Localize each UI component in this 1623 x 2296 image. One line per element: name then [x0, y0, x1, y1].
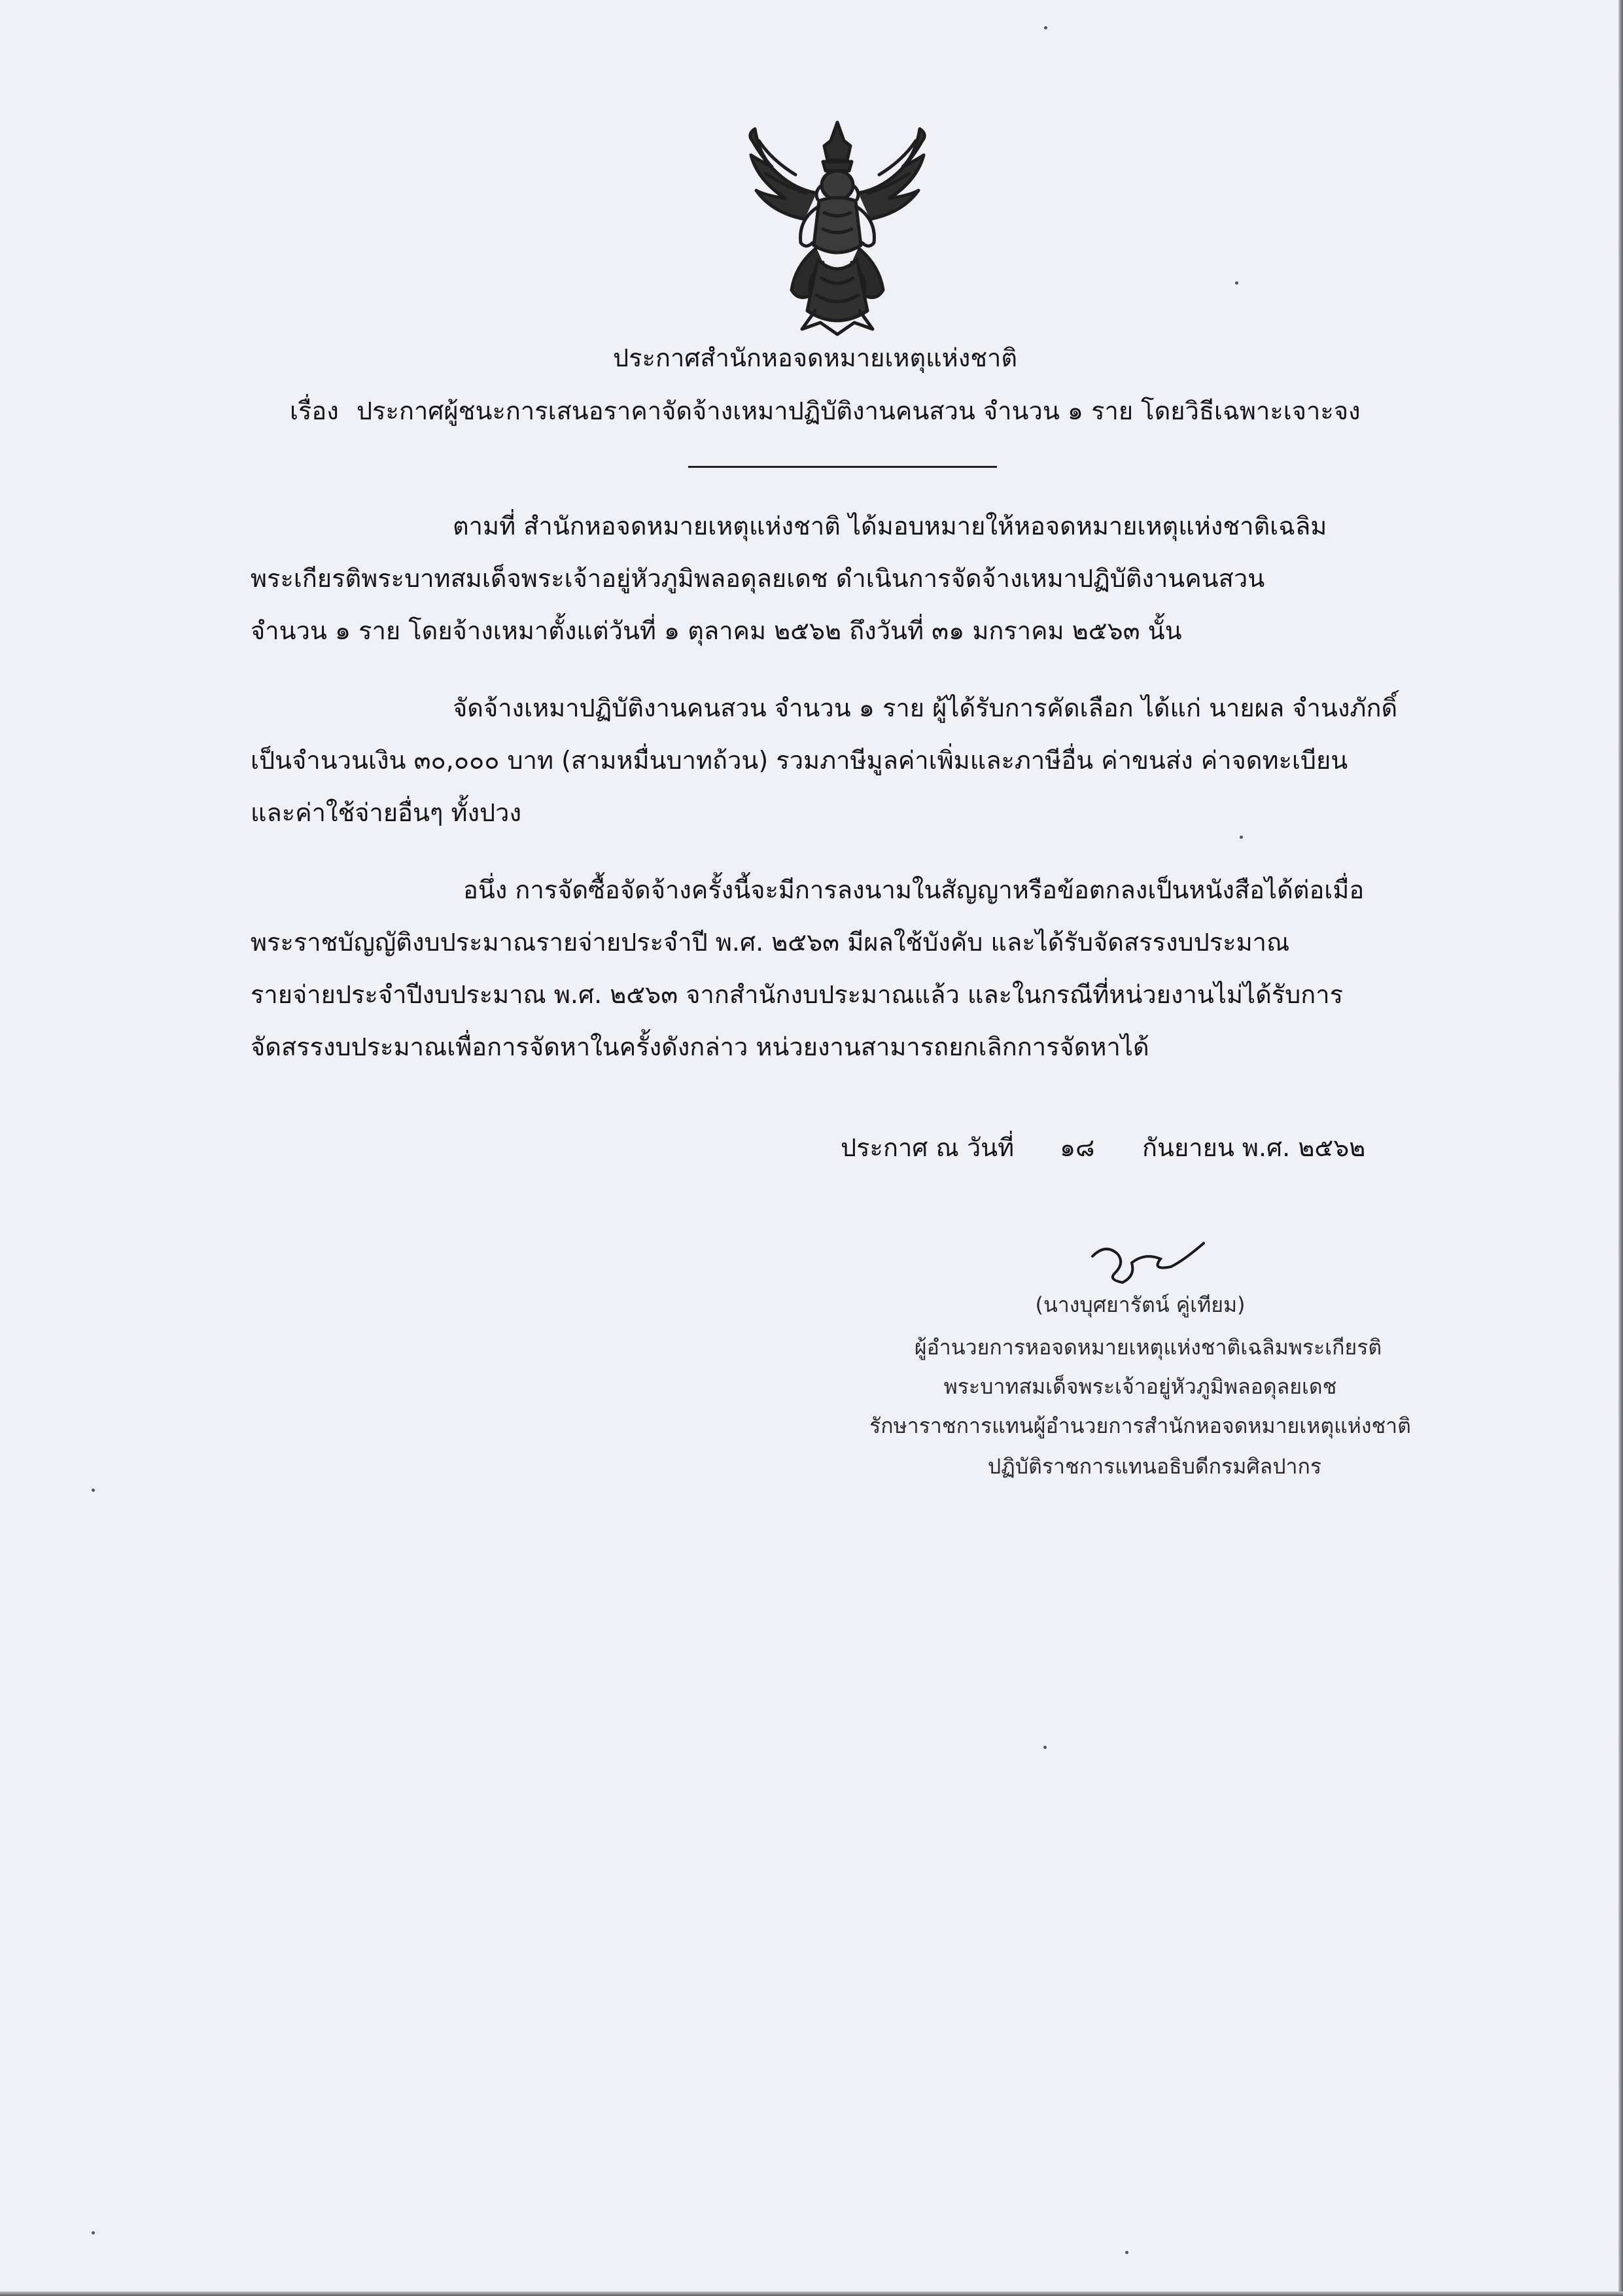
announcement-date-month-year: กันยายน พ.ศ. ๒๕๖๒ [1142, 1133, 1366, 1162]
paragraph-3-line-3: รายจ่ายประจำปีงบประมาณ พ.ศ. ๒๕๖๓ จากสำนักงบประมาณแล้ว และในกรณีที่หน่วยงานไม่ได้รับการ [251, 980, 1344, 1009]
paragraph-3-line-1: อนึ่ง การจัดซื้อจัดจ้างครั้งนี้จะมีการลงนามในสัญญาหรือข้อตกลงเป็นหนังสือได้ต่อเมื่อ [463, 875, 1365, 904]
signatory-title-2: พระบาทสมเด็จพระเจ้าอยู่หัวภูมิพลอดุลยเดช [943, 1374, 1337, 1399]
scan-speck [92, 2231, 95, 2234]
signatory-title-1: ผู้อำนวยการหอจดหมายเหตุแห่งชาติเฉลิมพระเกียรติ [914, 1335, 1382, 1360]
paragraph-3-line-2: พระราชบัญญัติงบประมาณรายจ่ายประจำปี พ.ศ. ๒๕๖๓ มีผลใช้บังคับ และได้รับจัดสรรงบประมาณ [251, 928, 1290, 957]
announcement-date-day: ๑๘ [1060, 1133, 1095, 1162]
paragraph-1-line-1: ตามที่ สำนักหอจดหมายเหตุแห่งชาติ ได้มอบหมายให้หอจดหมายเหตุแห่งชาติเฉลิม [453, 512, 1327, 540]
announcement-date-prefix: ประกาศ ณ วันที่ [841, 1133, 1015, 1162]
handwritten-signature [1079, 1237, 1210, 1296]
scan-speck [92, 1489, 95, 1492]
page-title: ประกาศสำนักหอจดหมายเหตุแห่งชาติ [613, 344, 1018, 372]
paragraph-1-line-2: พระเกียรติพระบาทสมเด็จพระเจ้าอยู่หัวภูมิพลอดุลยเดช ดำเนินการจัดจ้างเหมาปฏิบัติงานคนสวน [251, 564, 1265, 593]
scan-speck [1235, 281, 1238, 285]
title-divider [688, 466, 997, 468]
garuda-emblem-icon [733, 115, 942, 337]
signatory-title-3: รักษาราชการแทนผู้อำนวยการสำนักหอจดหมายเหตุแห่งชาติ [869, 1413, 1411, 1438]
paragraph-2-line-2: เป็นจำนวนเงิน ๓๐,๐๐๐ บาท (สามหมื่นบาทถ้วน) รวมภาษีมูลค่าเพิ่มและภาษีอื่น ค่าขนส่ง ค่าจดทะเบียน [251, 746, 1348, 775]
paragraph-3-line-4: จัดสรรงบประมาณเพื่อการจัดหาในครั้งดังกล่าว หน่วยงานสามารถยกเลิกการจัดหาได้ [251, 1033, 1149, 1061]
scan-edge-bottom [0, 2291, 1623, 2296]
paragraph-2-line-3: และค่าใช้จ่ายอื่นๆ ทั้งปวง [251, 798, 522, 827]
subject-text: ประกาศผู้ชนะการเสนอราคาจัดจ้างเหมาปฏิบัติงานคนสวน จำนวน ๑ ราย โดยวิธีเฉพาะเจาะจง [357, 397, 1361, 425]
scan-speck [1125, 2251, 1128, 2254]
subject-label: เรื่อง [290, 397, 339, 425]
scan-edge-right [1618, 0, 1623, 2296]
scan-speck [1240, 836, 1243, 839]
paragraph-2-line-1: จัดจ้างเหมาปฏิบัติงานคนสวน จำนวน ๑ ราย ผู้ได้รับการคัดเลือก ได้แก่ นายผล จำนงภักดิ์ [453, 694, 1398, 722]
signatory-name: (นางบุศยารัตน์ คู่เทียม) [1035, 1292, 1246, 1317]
signatory-title-4: ปฏิบัติราชการแทนอธิบดีกรมศิลปากร [987, 1454, 1322, 1479]
scan-speck [1043, 1746, 1047, 1749]
scan-speck [1044, 26, 1047, 29]
paragraph-1-line-3: จำนวน ๑ ราย โดยจ้างเหมาตั้งแต่วันที่ ๑ ตุลาคม ๒๕๖๒ ถึงวันที่ ๓๑ มกราคม ๒๕๖๓ นั้น [251, 616, 1182, 645]
